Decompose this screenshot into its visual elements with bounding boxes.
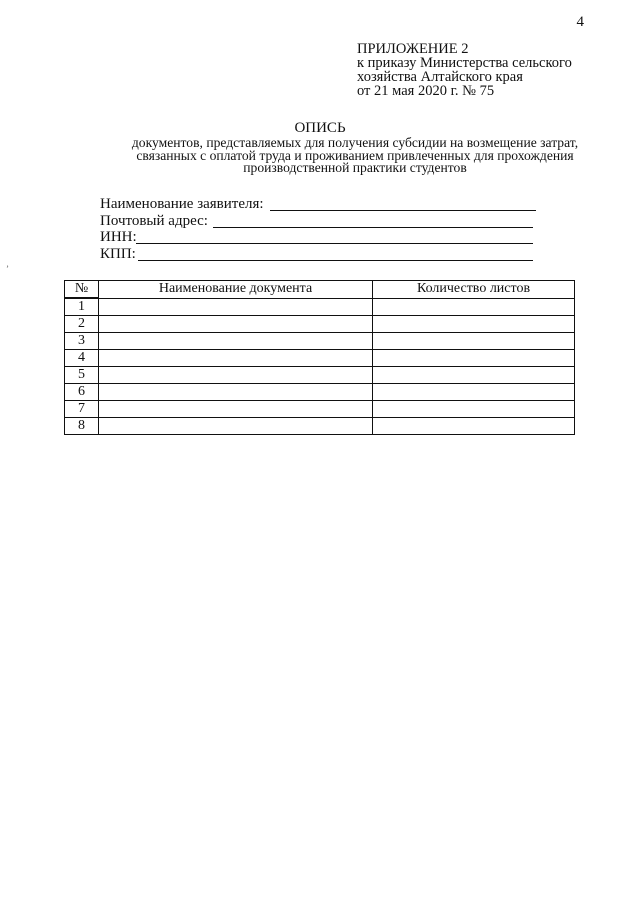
table-row [65, 350, 575, 367]
applicant-name-label: Наименование заявителя: [100, 196, 264, 212]
table-row [65, 384, 575, 401]
sheet-count-cell[interactable] [373, 367, 575, 384]
table-row [65, 316, 575, 333]
appendix-line: ПРИЛОЖЕНИЕ 2 [357, 41, 469, 57]
table-row [65, 367, 575, 384]
document-name-cell[interactable] [99, 384, 373, 401]
page-number: 4 [576, 14, 584, 30]
postal-address-field[interactable] [100, 213, 208, 230]
header-document-name: Наименование документа [99, 281, 373, 299]
document-name-cell[interactable] [99, 401, 373, 418]
row-number: 4 [65, 350, 99, 367]
row-number: 8 [65, 418, 99, 435]
row-number: 1 [65, 298, 99, 316]
document-name-cell[interactable] [99, 367, 373, 384]
sheet-count-cell[interactable] [373, 418, 575, 435]
subtitle-line: документов, представляемых для получения субсидии на возмещение затрат, [131, 135, 579, 150]
table-row [65, 298, 575, 316]
table-row [65, 418, 575, 435]
documents-table [64, 280, 575, 435]
inn-label: ИНН: [100, 229, 137, 245]
document-name-cell[interactable] [99, 298, 373, 316]
sheet-count-cell[interactable] [373, 333, 575, 350]
sheet-count-cell[interactable] [373, 316, 575, 333]
document-title: ОПИСЬ [294, 120, 346, 136]
header-sheet-count: Количество листов [373, 281, 575, 299]
appendix-header [357, 42, 572, 98]
kpp-line[interactable] [138, 260, 533, 261]
document-name-cell[interactable] [99, 418, 373, 435]
row-number: 2 [65, 316, 99, 333]
row-number: 3 [65, 333, 99, 350]
kpp-field[interactable] [100, 246, 136, 263]
table-header-row [65, 281, 575, 299]
sheet-count-cell[interactable] [373, 401, 575, 418]
sheet-count-cell[interactable] [373, 350, 575, 367]
row-number: 5 [65, 367, 99, 384]
appendix-line: хозяйства Алтайского края [357, 69, 523, 85]
table-row [65, 333, 575, 350]
document-subtitle [60, 137, 640, 175]
margin-mark: ʼ [6, 264, 9, 274]
applicant-name-field[interactable] [100, 196, 264, 213]
subtitle-line: производственной практики студентов [243, 160, 467, 175]
header-number: № [65, 281, 99, 299]
postal-address-label: Почтовый адрес: [100, 213, 208, 229]
kpp-label: КПП: [100, 246, 136, 262]
subtitle-line: связанных с оплатой труда и проживанием привлеченных для прохождения [136, 147, 574, 163]
applicant-name-line[interactable] [270, 210, 536, 211]
postal-address-line[interactable] [213, 227, 533, 228]
table-row [65, 401, 575, 418]
inn-line[interactable] [136, 243, 533, 244]
appendix-line: к приказу Министерства сельского [357, 55, 572, 71]
document-name-cell[interactable] [99, 316, 373, 333]
sheet-count-cell[interactable] [373, 384, 575, 401]
sheet-count-cell[interactable] [373, 298, 575, 316]
row-number: 7 [65, 401, 99, 418]
row-number: 6 [65, 384, 99, 401]
document-name-cell[interactable] [99, 350, 373, 367]
appendix-line: от 21 мая 2020 г. № 75 [357, 83, 495, 99]
inn-field[interactable] [100, 229, 137, 246]
document-name-cell[interactable] [99, 333, 373, 350]
